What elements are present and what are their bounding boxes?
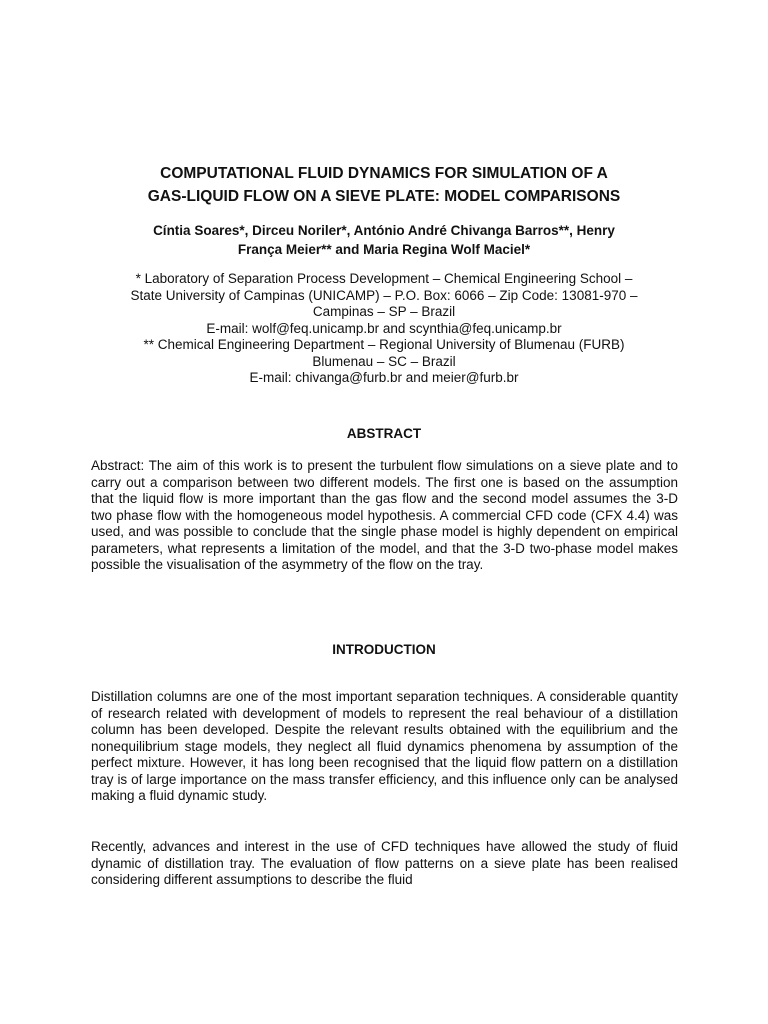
affiliation-email: E-mail: wolf@feq.unicamp.br and scynthia@feq.unicamp.br: [206, 320, 562, 336]
paper-title: [90, 162, 678, 208]
affiliation-line: * Laboratory of Separation Process Development – Chemical Engineering School –: [135, 271, 633, 286]
affiliations: [90, 271, 678, 387]
introduction-paragraph-2: Recently, advances and interest in the use of CFD techniques have allowed the study of fluid dynamic of distillation tray. The evaluation of flow patterns on a sieve plate has been realised considering different assumptions to describe the fluid: [91, 839, 678, 887]
affiliation-line: ** Chemical Engineering Department – Regional University of Blumenau (FURB): [143, 337, 625, 352]
authors-line-1: Cíntia Soares*, Dirceu Noriler*, António André Chivanga Barros**, Henry: [153, 223, 615, 238]
title-line-1: COMPUTATIONAL FLUID DYNAMICS FOR SIMULATION OF A: [160, 165, 608, 182]
introduction-paragraph-1: Distillation columns are one of the most important separation techniques. A considerable quantity of research related with development of models to represent the real behaviour of a distillation column has been developed. Despite the relevant results obtained with the equilibrium and the nonequilibrium stage models, they neglect all fluid dynamics phenomena by assumption of the perfect mixture. However, it has long been recognised that the liquid flow pattern on a distillation tray is of large importance on the mass transfer efficiency, and this influence only can be analysed making a fluid dynamic study.: [91, 689, 678, 803]
introduction-heading: INTRODUCTION: [332, 642, 436, 657]
affiliation-line: State University of Campinas (UNICAMP) – P.O. Box: 6066 – Zip Code: 13081-970 –: [130, 287, 638, 303]
author-list: [90, 221, 678, 259]
affiliation-line: Campinas – SP – Brazil: [312, 304, 456, 319]
affiliation-line: Blumenau – SC – Brazil: [312, 353, 456, 369]
abstract-paragraph: Abstract: The aim of this work is to present the turbulent flow simulations on a sieve plate and to carry out a comparison between two different models. The first one is based on the assumption that the liquid flow is more important than the gas flow and the second model assumes the 3-D two phase flow with the homogeneous model hypothesis. A commercial CFD code (CFX 4.4) was used, and was possible to conclude that the single phase model is highly dependent on empirical parameters, what represents a limitation of the model, and that the 3-D two-phase model makes possible the visualisation of the asymmetry of the flow on the tray.: [91, 458, 678, 572]
abstract-heading: ABSTRACT: [346, 426, 422, 441]
title-line-2: GAS-LIQUID FLOW ON A SIEVE PLATE: MODEL COMPARISONS: [147, 188, 621, 205]
authors-line-2: França Meier** and Maria Regina Wolf Maciel*: [237, 242, 531, 257]
affiliation-email: E-mail: chivanga@furb.br and meier@furb.br: [249, 370, 519, 385]
